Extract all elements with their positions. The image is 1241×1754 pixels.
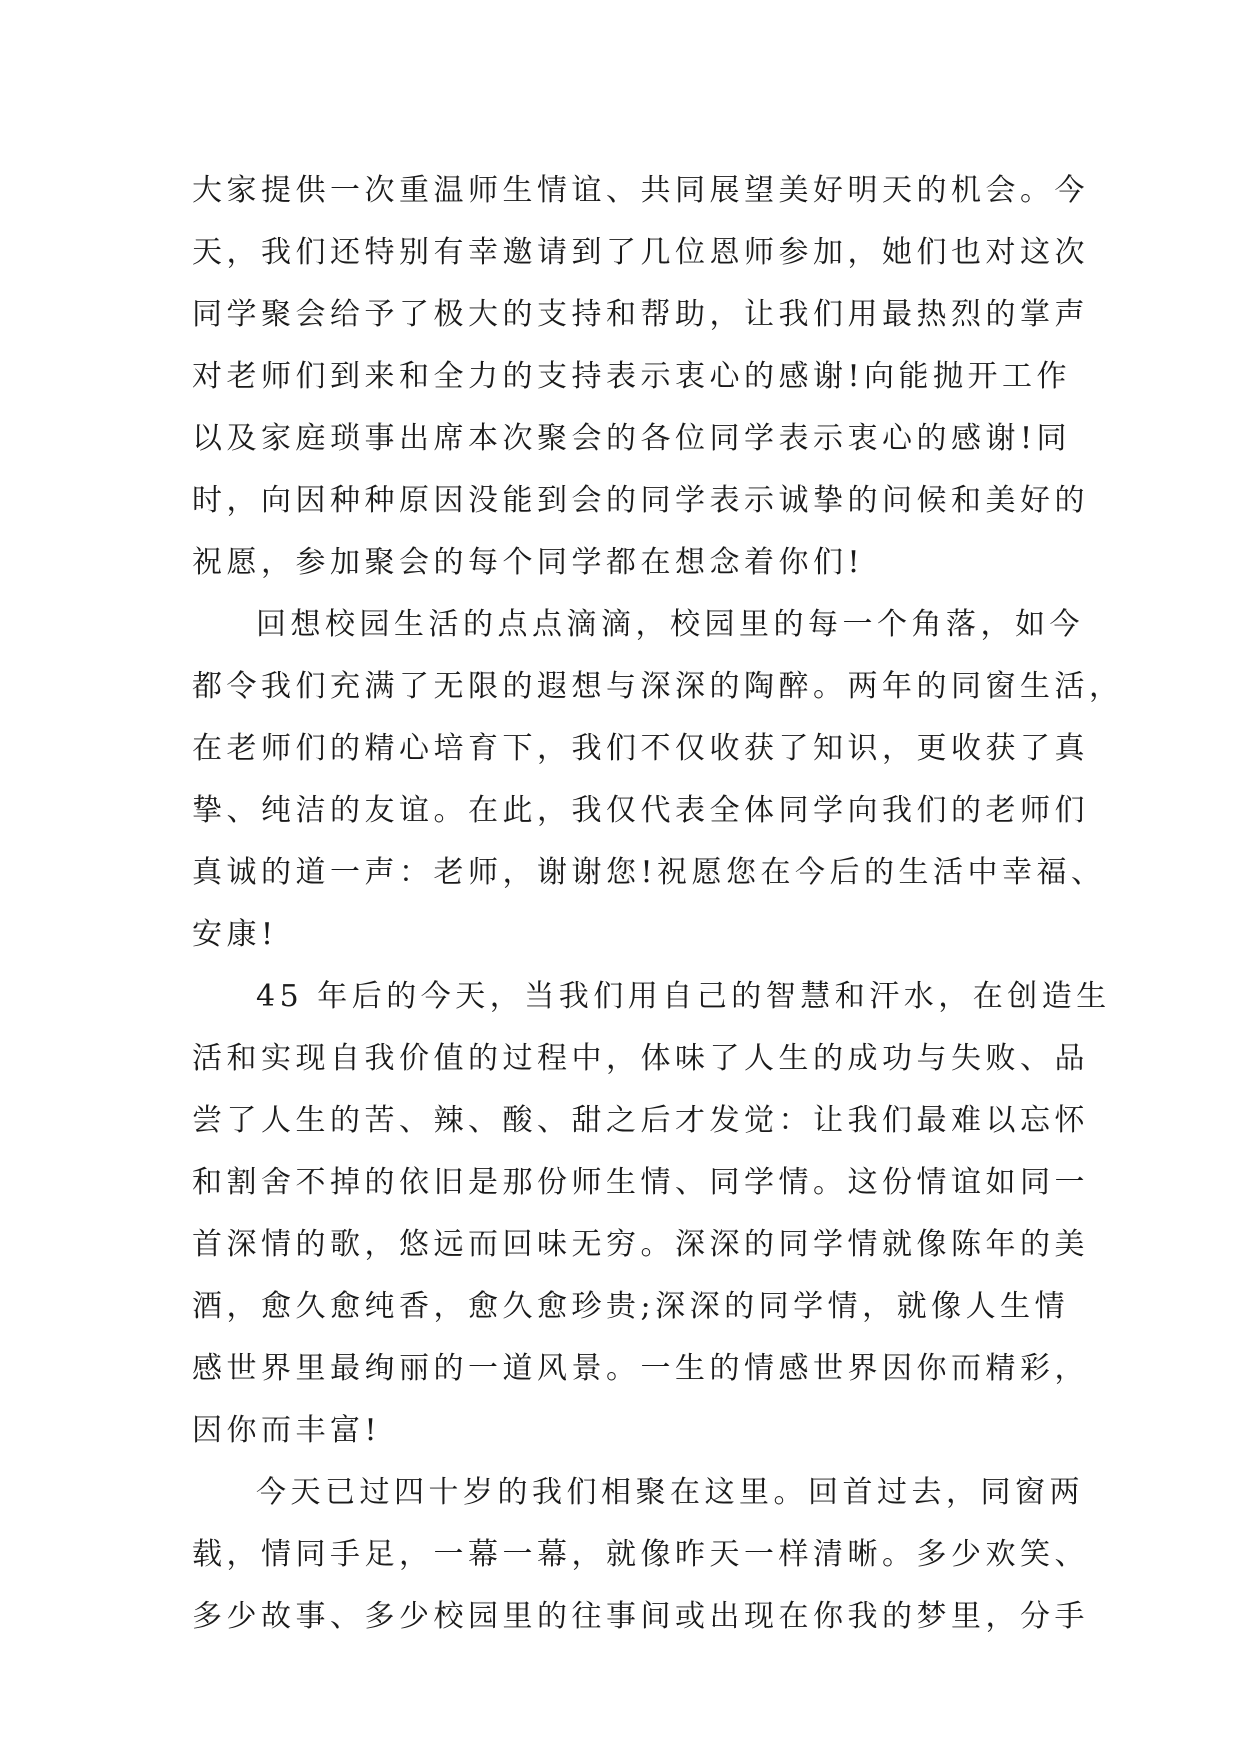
paragraph-4-line-1: 今天已过四十岁的我们相聚在这里。回首过去，同窗两 bbox=[256, 1475, 1084, 1510]
paragraph-1-line-5: 以及家庭琐事出席本次聚会的各位同学表示衷心的感谢!同 bbox=[192, 421, 1072, 456]
paragraph-3-line-3: 尝了人生的苦、辣、酸、甜之后才发觉：让我们最难以忘怀 bbox=[192, 1103, 1089, 1138]
paragraph-1-line-2: 天，我们还特别有幸邀请到了几位恩师参加，她们也对这次 bbox=[192, 235, 1089, 270]
paragraph-3-line-2: 活和实现自我价值的过程中，体味了人生的成功与失败、品 bbox=[192, 1041, 1089, 1076]
paragraph-1-line-1: 大家提供一次重温师生情谊、共同展望美好明天的机会。今 bbox=[192, 173, 1089, 208]
paragraph-3-line-1: 45 年后的今天，当我们用自己的智慧和汗水，在创造生 bbox=[256, 979, 1111, 1014]
paragraph-2-line-1: 回想校园生活的点点滴滴，校园里的每一个角落，如今 bbox=[256, 607, 1084, 642]
paragraph-4-line-2: 载，情同手足，一幕一幕，就像昨天一样清晰。多少欢笑、 bbox=[192, 1537, 1089, 1572]
paragraph-4-line-3: 多少故事、多少校园里的往事间或出现在你我的梦里，分手 bbox=[192, 1599, 1089, 1634]
paragraph-1-line-7: 祝愿，参加聚会的每个同学都在想念着你们! bbox=[192, 545, 865, 580]
paragraph-3-line-5: 首深情的歌，悠远而回味无穷。深深的同学情就像陈年的美 bbox=[192, 1227, 1089, 1262]
paragraph-3-line-6: 酒，愈久愈纯香，愈久愈珍贵;深深的同学情，就像人生情 bbox=[192, 1289, 1070, 1324]
paragraph-1-line-6: 时，向因种种原因没能到会的同学表示诚挚的问候和美好的 bbox=[192, 483, 1089, 518]
paragraph-2-line-5: 真诚的道一声：老师，谢谢您!祝愿您在今后的生活中幸福、 bbox=[192, 855, 1106, 890]
paragraph-3-line-4: 和割舍不掉的依旧是那份师生情、同学情。这份情谊如同一 bbox=[192, 1165, 1089, 1200]
paragraph-2-line-3: 在老师们的精心培育下，我们不仅收获了知识，更收获了真 bbox=[192, 731, 1089, 766]
paragraph-2-line-2: 都令我们充满了无限的遐想与深深的陶醉。两年的同窗生活， bbox=[192, 669, 1124, 704]
paragraph-2-line-4: 挚、纯洁的友谊。在此，我仅代表全体同学向我们的老师们 bbox=[192, 793, 1089, 828]
paragraph-1-line-4: 对老师们到来和全力的支持表示衷心的感谢!向能抛开工作 bbox=[192, 359, 1072, 394]
document-body bbox=[192, 160, 1124, 1648]
paragraph-3-line-7: 感世界里最绚丽的一道风景。一生的情感世界因你而精彩， bbox=[192, 1351, 1089, 1386]
paragraph-3-line-8: 因你而丰富! bbox=[192, 1413, 382, 1448]
paragraph-2-line-6: 安康! bbox=[192, 917, 278, 952]
paragraph-1-line-3: 同学聚会给予了极大的支持和帮助，让我们用最热烈的掌声 bbox=[192, 297, 1089, 332]
